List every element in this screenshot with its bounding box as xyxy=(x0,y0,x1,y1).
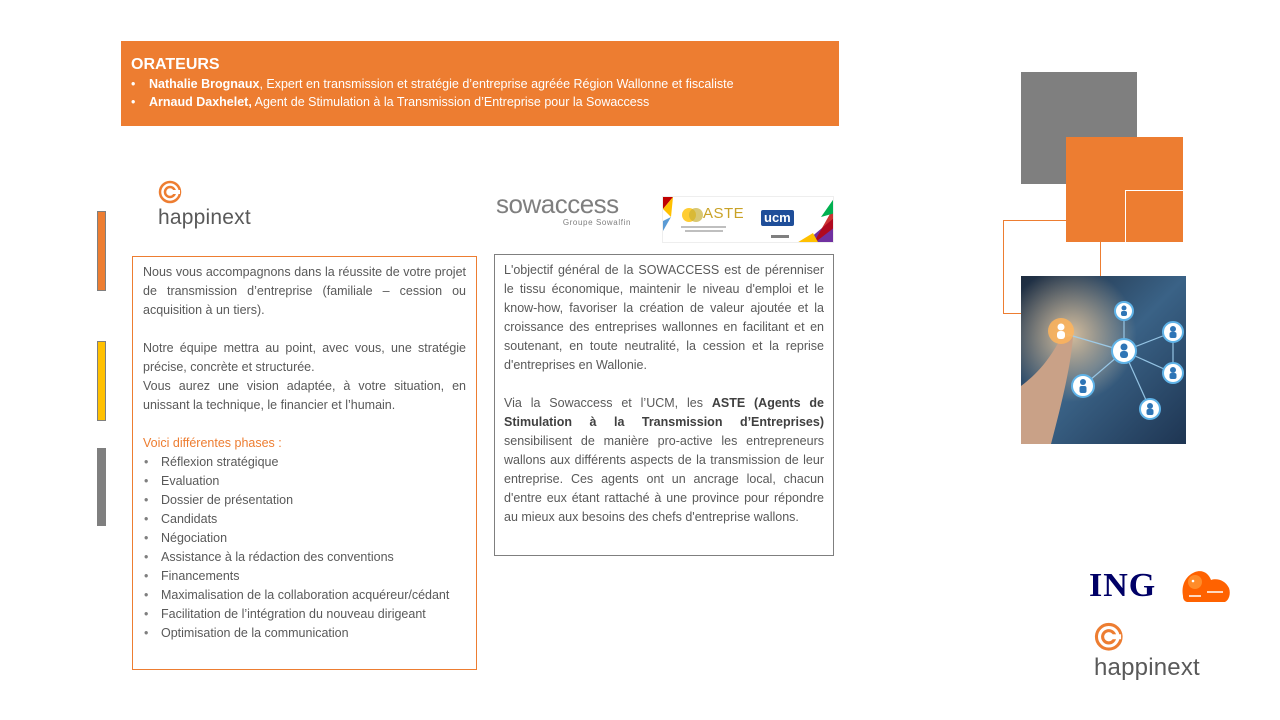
speakers-banner xyxy=(121,41,839,126)
decor-line xyxy=(1003,220,1101,221)
speaker-item: • Arnaud Daxhelet, Agent de Stimulation à la Transmission d’Entreprise pour la Sowaccess xyxy=(131,93,829,111)
happinext-wordmark: happinext xyxy=(158,206,251,229)
speakers-list xyxy=(131,75,829,111)
team-paragraph: Notre équipe mettra au point, avec vous, une stratégie précise, concrète et structurée. xyxy=(143,341,466,374)
speakers-title: ORATEURS xyxy=(131,56,220,73)
list-item: • Assistance à la rédaction des conventions xyxy=(143,548,466,567)
list-item: • Facilitation de l’intégration du nouveau dirigeant xyxy=(143,605,466,624)
ucm-wordmark: ucm xyxy=(761,210,794,226)
ing-lion-icon xyxy=(1177,566,1235,604)
aste-ucm-logo xyxy=(662,196,834,243)
objective-paragraph: L'objectif général de la SOWACCESS est de pérenniser le tissu économique, maintenir le niveau d'emploi et le know-how, favoriser la création de valeur ajoutée et la croissance des entreprises wallonnes en facilitant et en soutenant, en toute neutralité, la cession et la reprise d'entreprises en Wallonie. xyxy=(504,263,824,372)
happinext-ring-icon xyxy=(158,180,184,206)
accent-bar-grey xyxy=(97,448,106,526)
sowaccess-logo xyxy=(496,190,641,242)
aste-wordmark: ASTE xyxy=(703,205,745,222)
happinext-ring-icon xyxy=(1094,622,1126,654)
list-item: • Maximalisation de la collaboration acquéreur/cédant xyxy=(143,586,466,605)
list-item: • Dossier de présentation xyxy=(143,491,466,510)
list-item: • Candidats xyxy=(143,510,466,529)
sowaccess-info-box xyxy=(494,254,834,556)
aste-ucm-graphic-icon xyxy=(663,197,834,243)
decor-line xyxy=(1100,220,1101,276)
aste-paragraph: Via la Sowaccess et l’UCM, les ASTE (Agents de Stimulation à la Transmission d’Entreprises) sensibilisent de manière pro-active les entrepreneurs wallons aux différents aspects de la transmission de leur entreprise. Ces agents ont un ancrage local, chacun d'entre eux étant rattaché à une province pour répondre au mieux aux besoins des chefs d'entreprise wallons. xyxy=(504,396,824,524)
decor-outline-square xyxy=(1125,190,1183,242)
accent-bar-orange xyxy=(97,211,106,291)
phases-list xyxy=(143,453,466,643)
list-item: • Optimisation de la communication xyxy=(143,624,466,643)
decor-line xyxy=(1003,220,1004,314)
speaker-item: • Nathalie Brognaux, Expert en transmission et stratégie d’entreprise agréée Région Wallonne et fiscaliste xyxy=(131,75,829,93)
phases-title: Voici différentes phases : xyxy=(143,436,282,450)
decor-line xyxy=(1003,313,1021,314)
happinext-services-box xyxy=(132,256,477,670)
accent-bar-yellow xyxy=(97,341,106,421)
vision-paragraph: Vous aurez une vision adaptée, à votre situation, en unissant la technique, le financier et l’humain. xyxy=(143,379,466,412)
list-item: • Réflexion stratégique xyxy=(143,453,466,472)
list-item: • Négociation xyxy=(143,529,466,548)
network-people-image xyxy=(1021,276,1186,444)
sowaccess-wordmark: sowaccess xyxy=(496,189,619,219)
happinext-logo xyxy=(158,180,251,230)
happinext-logo xyxy=(1094,622,1200,682)
sowaccess-subtitle: Groupe Sowalfin xyxy=(562,218,631,227)
ing-logo xyxy=(1089,566,1239,606)
happinext-wordmark: happinext xyxy=(1094,654,1200,681)
list-item: • Financements xyxy=(143,567,466,586)
intro-paragraph: Nous vous accompagnons dans la réussite de votre projet de transmission d’entreprise (familiale – cession ou acquisition à un tiers). xyxy=(143,265,466,317)
ing-wordmark: ING xyxy=(1089,567,1157,604)
list-item: • Evaluation xyxy=(143,472,466,491)
